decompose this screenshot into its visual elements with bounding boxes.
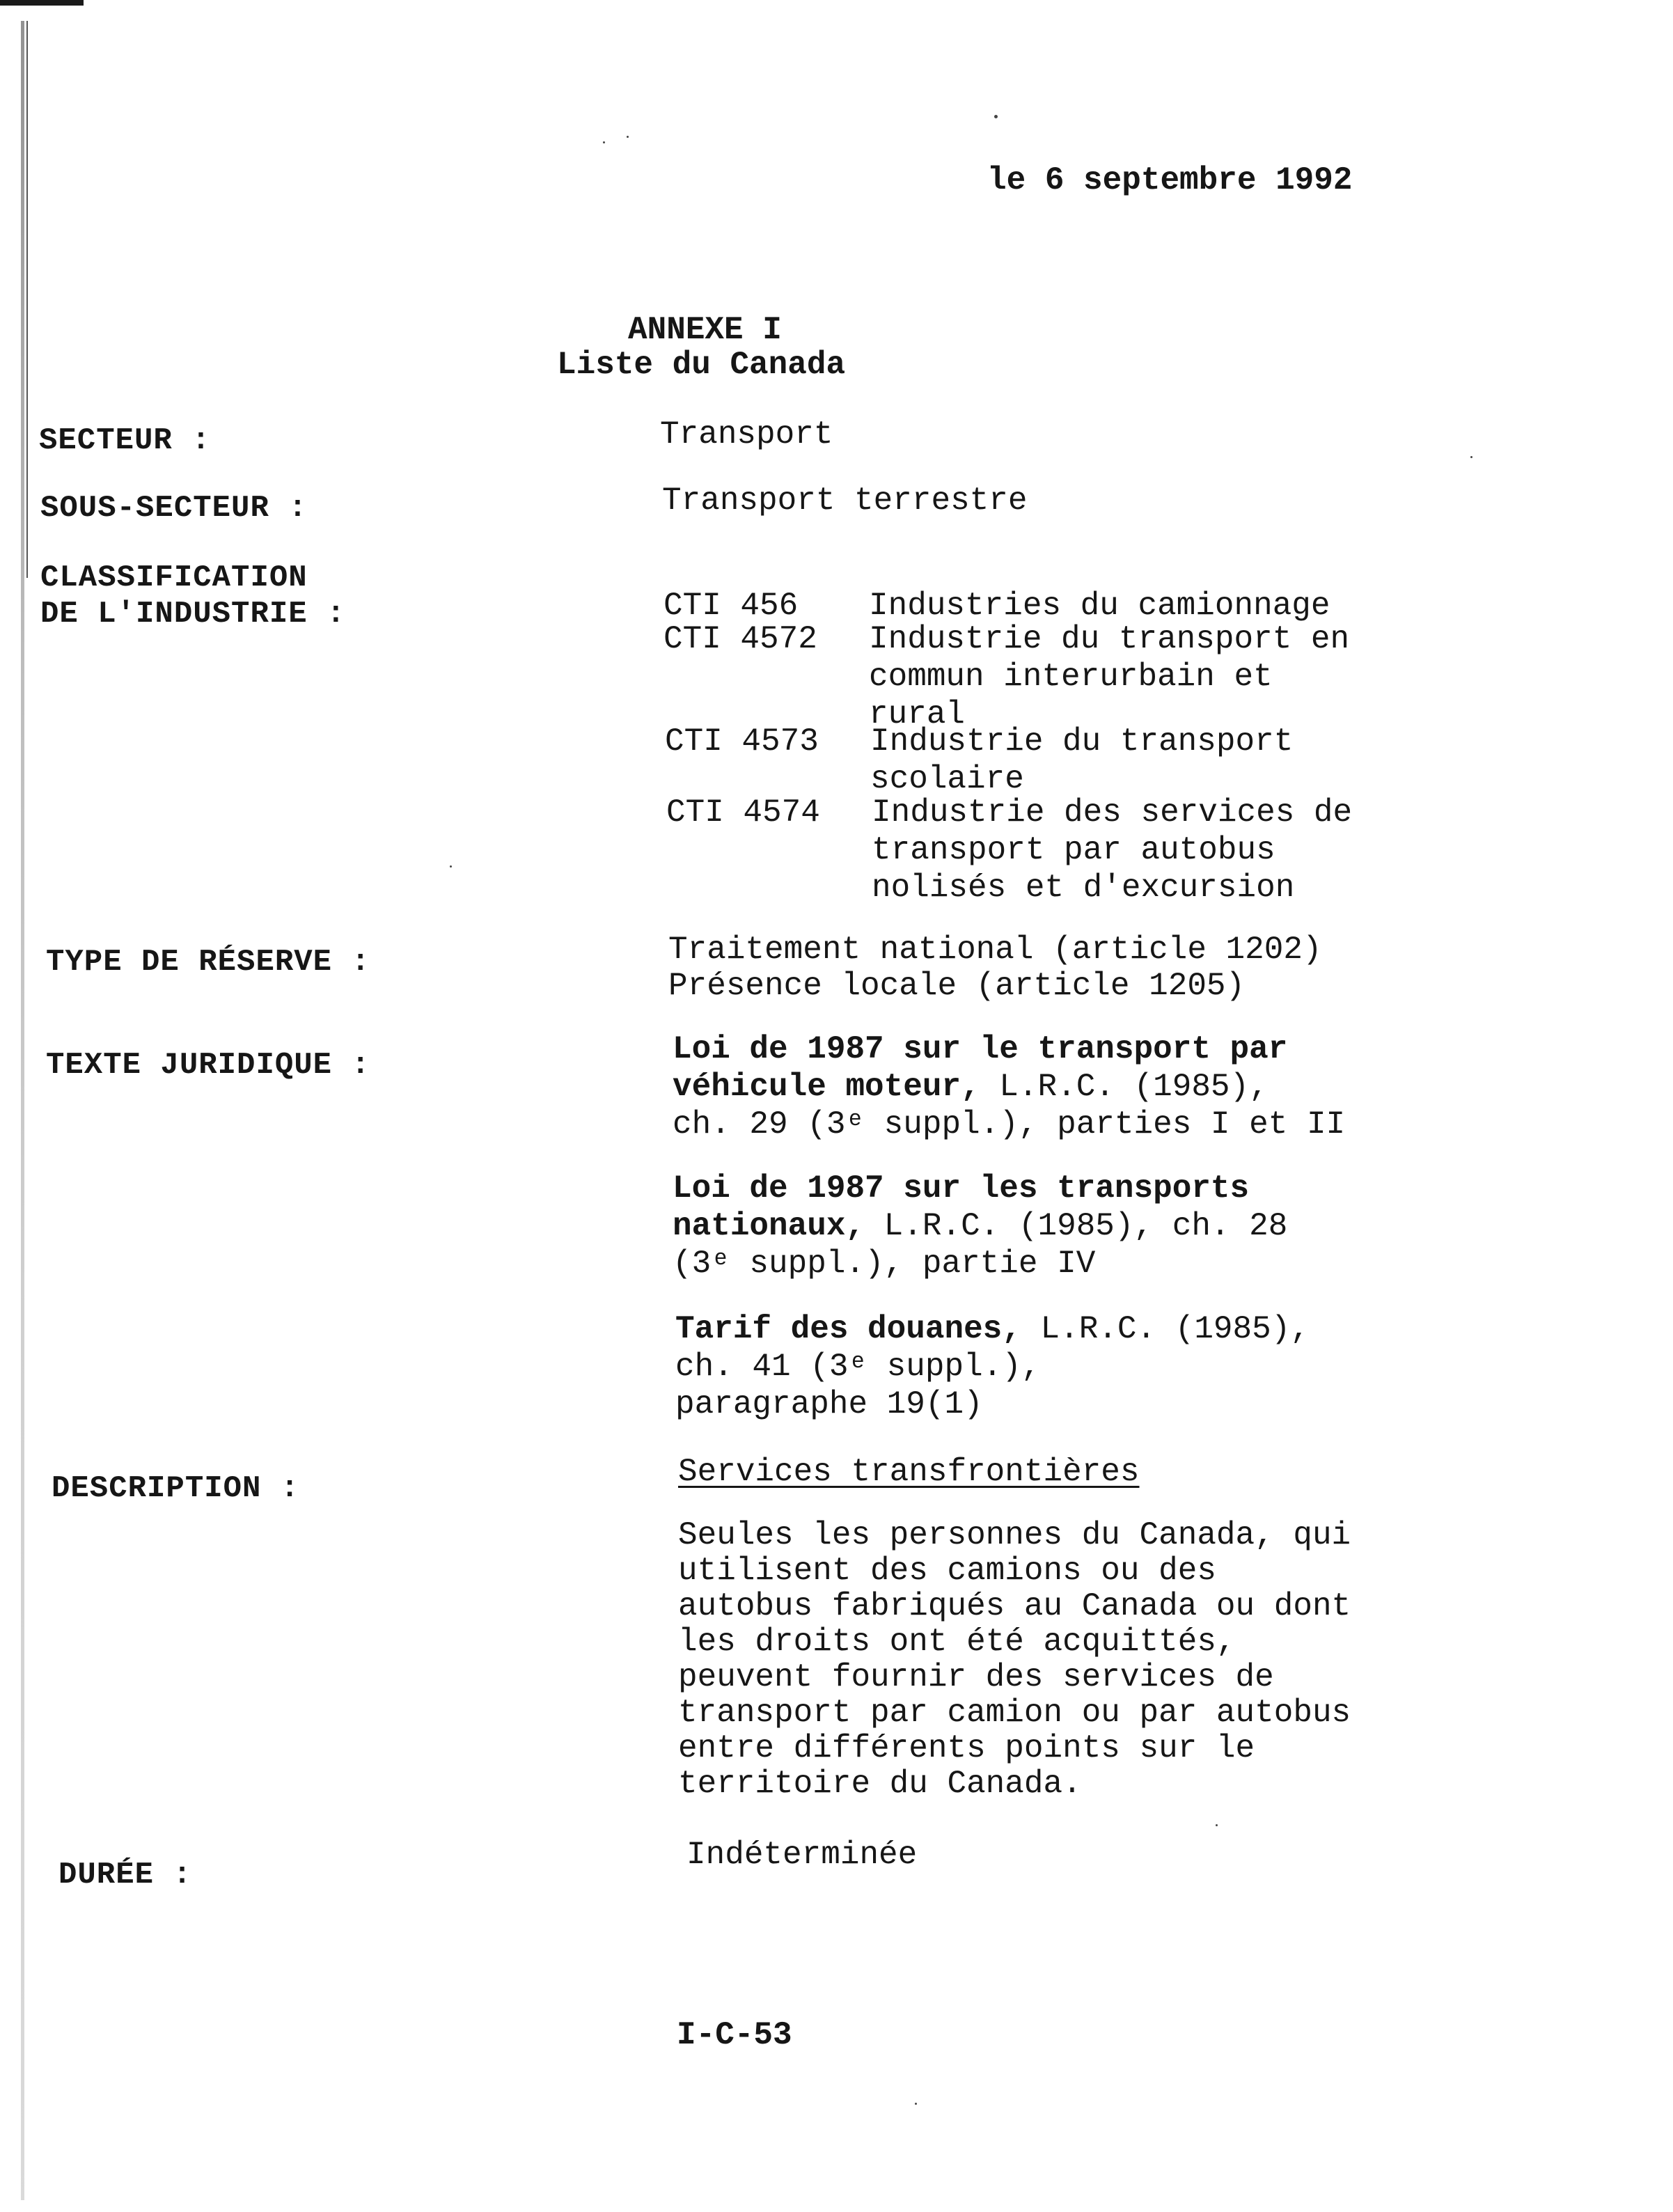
scan-speck <box>1216 1824 1218 1826</box>
legal-text-line: paragraphe 19(1) <box>675 1386 983 1422</box>
legal-text-2 <box>673 1170 1287 1283</box>
label-duration: DURÉE : <box>58 1858 192 1892</box>
cti-description: Industries du camionnage <box>869 588 1330 624</box>
label-description: DESCRIPTION : <box>52 1471 300 1506</box>
legal-text-line: (3ᵉ suppl.), partie IV <box>673 1246 1096 1282</box>
scan-speck <box>915 2103 917 2105</box>
legal-text-1 <box>673 1030 1345 1143</box>
reservation-type-line: Présence locale (article 1205) <box>668 968 1246 1004</box>
cti-code: CTI 456 <box>663 588 799 624</box>
value-sector: Transport <box>660 416 833 453</box>
scan-speck <box>603 141 605 143</box>
legal-text-line <box>673 1068 1345 1106</box>
cti-code: CTI 4573 <box>665 723 819 760</box>
description-body: Seules les personnes du Canada, qui utilisent des camions ou des autobus fabriqués au Canada ou dont les droits ont été acquittés, peuvent fournir des services de transport par camion ou par autobus entre différents points sur le territoire du Canada. <box>678 1517 1351 1802</box>
legal-text-line: ch. 29 (3ᵉ suppl.), parties I et II <box>673 1106 1346 1143</box>
description-heading: Services transfrontières <box>678 1454 1140 1490</box>
legal-text-title: nationaux, <box>673 1208 865 1244</box>
annex-subtitle: Liste du Canada <box>557 347 846 383</box>
label-legal-text: TEXTE JURIDIQUE : <box>46 1048 370 1083</box>
cti-code: CTI 4572 <box>663 621 817 657</box>
cti-code: CTI 4574 <box>666 794 820 831</box>
label-subsector: SOUS-SECTEUR : <box>40 491 308 526</box>
page-number: I-C-53 <box>677 2017 792 2053</box>
cti-description: Industrie du transport scolaire <box>870 723 1294 797</box>
legal-text-title: Loi de 1987 sur les transports <box>673 1170 1250 1207</box>
scan-left-border-dark <box>26 21 28 578</box>
value-subsector: Transport terrestre <box>662 483 1028 519</box>
legal-text-citation: L.R.C. (1985), <box>980 1069 1269 1105</box>
legal-text-3 <box>675 1310 1310 1423</box>
scan-edge-mark <box>0 0 84 6</box>
legal-text-citation: L.R.C. (1985), ch. 28 <box>865 1208 1288 1244</box>
legal-text-title: Loi de 1987 sur le transport par <box>673 1031 1288 1067</box>
legal-text-line <box>673 1207 1287 1245</box>
label-sector: SECTEUR : <box>39 423 211 458</box>
cti-description: Industrie du transport en commun interurbain et rural <box>869 621 1350 732</box>
label-reservation-type: TYPE DE RÉSERVE : <box>46 945 370 980</box>
legal-text-line <box>675 1310 1310 1348</box>
scan-speck <box>627 136 629 138</box>
scan-speck <box>994 115 998 118</box>
scan-speck <box>450 865 452 868</box>
annex-title: ANNEXE I <box>628 312 782 348</box>
label-classification-line1: CLASSIFICATION <box>40 560 308 595</box>
scan-left-border <box>21 21 24 2200</box>
legal-text-title: véhicule moteur, <box>673 1069 980 1105</box>
scan-speck <box>1470 456 1472 458</box>
legal-text-line: ch. 41 (3ᵉ suppl.), <box>675 1349 1041 1385</box>
value-duration: Indéterminée <box>686 1837 918 1873</box>
cti-description: Industrie des services de transport par autobus nolisés et d'excursion <box>872 794 1353 906</box>
document-date: le 6 septembre 1992 <box>987 162 1353 198</box>
legal-text-citation: L.R.C. (1985), <box>1021 1311 1310 1347</box>
reservation-type-line: Traitement national (article 1202) <box>668 932 1322 968</box>
legal-text-title: Tarif des douanes, <box>675 1311 1021 1347</box>
label-classification-line2: DE L'INDUSTRIE : <box>40 597 346 632</box>
